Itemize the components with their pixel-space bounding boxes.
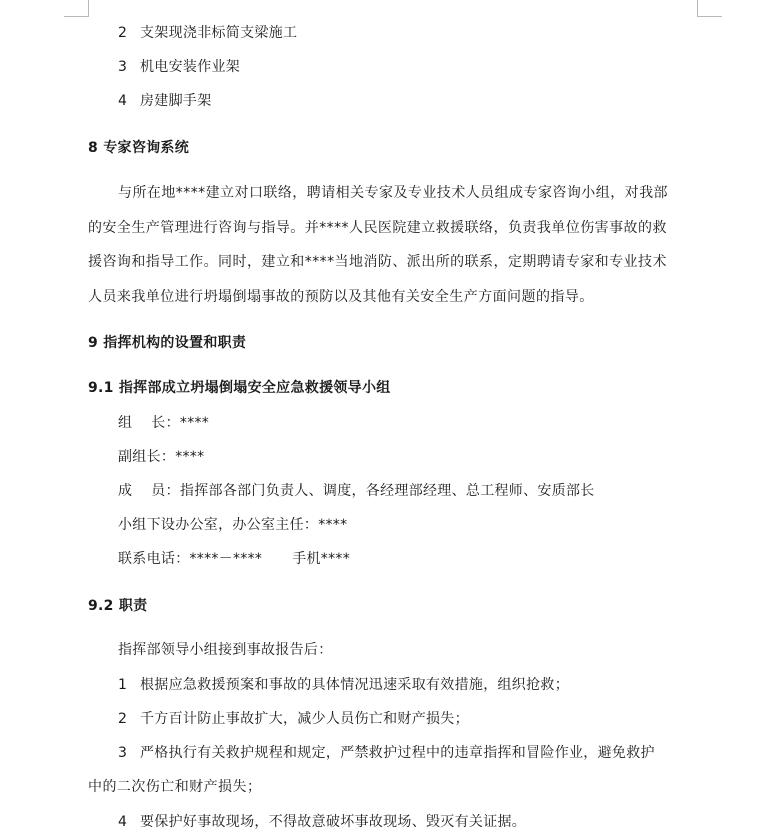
page-corner-mark-top-right — [697, 0, 722, 17]
list-item-number: 4 — [118, 93, 128, 109]
phone-text: 联系电话：****－**** — [118, 551, 263, 567]
paragraph-line: 与所在地****建立对口联络，聘请相关专家及专业技术人员组成专家咨询小组，对我部 — [118, 185, 668, 201]
list-item-text: 要保护好事故现场，不得故意破坏事故现场、毁灭有关证据。 — [140, 814, 527, 830]
office-line: 小组下设办公室，办公室主任：**** — [118, 517, 348, 533]
list-item — [118, 91, 212, 111]
deputy-leader-line: 副组长：**** — [118, 449, 205, 465]
paragraph-line: 援咨询和指导工作。同时，建立和****当地消防、派出所的联系，定期聘请专家和专业技术 — [88, 254, 667, 270]
page-corner-mark-top-left — [64, 0, 89, 17]
list-item — [118, 709, 469, 729]
subsection-heading-9-2: 9.2 职责 — [88, 598, 148, 614]
contact-line — [118, 549, 350, 569]
list-item-text: 根据应急救援预案和事故的具体情况迅速采取有效措施，组织抢救； — [140, 677, 569, 693]
list-item-text: 千方百计防止事故扩大，减少人员伤亡和财产损失； — [140, 711, 469, 727]
members-line: 成 员：指挥部各部门负责人、调度，各经理部经理、总工程师、安质部长 — [118, 483, 595, 499]
subsection-heading-9-1: 9.1 指挥部成立坍塌倒塌安全应急救援领导小组 — [88, 380, 391, 396]
section-heading-9: 9 指挥机构的设置和职责 — [88, 335, 247, 351]
list-item-number: 3 — [118, 745, 128, 761]
list-item — [118, 57, 240, 77]
list-item — [118, 23, 297, 43]
list-item — [118, 743, 655, 763]
list-item-number: 3 — [118, 59, 128, 75]
list-item-number: 2 — [118, 25, 128, 41]
duties-intro: 指挥部领导小组接到事故报告后： — [118, 642, 333, 658]
paragraph-line: 的安全生产管理进行咨询与指导。并****人民医院建立救援联络，负责我单位伤害事故的救 — [88, 220, 667, 236]
mobile-text: 手机**** — [292, 551, 351, 567]
list-item-text: 机电安装作业架 — [140, 59, 241, 75]
list-item-text: 严格执行有关救护规程和规定，严禁救护过程中的违章指挥和冒险作业，避免救护 — [140, 745, 655, 761]
list-item — [118, 812, 526, 832]
list-item-continuation: 中的二次伤亡和财产损失； — [88, 779, 262, 795]
section-heading-8: 8 专家咨询系统 — [88, 140, 190, 156]
list-item-number: 1 — [118, 677, 128, 693]
list-item — [118, 675, 569, 695]
list-item-text: 房建脚手架 — [140, 93, 212, 109]
paragraph-line: 人员来我单位进行坍塌倒塌事故的预防以及其他有关安全生产方面问题的指导。 — [88, 289, 594, 305]
list-item-number: 4 — [118, 814, 128, 830]
list-item-text: 支架现浇非标简支梁施工 — [140, 25, 298, 41]
leader-line: 组 长：**** — [118, 415, 210, 431]
list-item-number: 2 — [118, 711, 128, 727]
